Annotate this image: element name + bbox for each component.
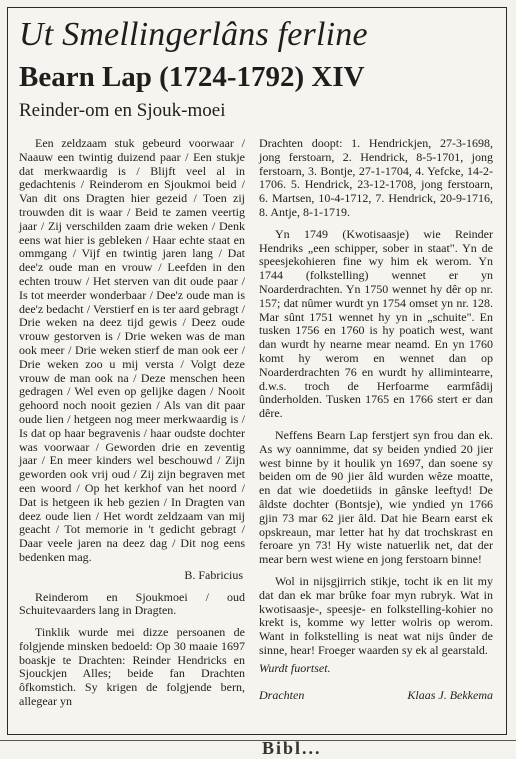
to-be-continued: Wurdt fuortset. — [259, 660, 331, 675]
poem-text: Een zeldzaam stuk gebeurd voorwaar / Naauw een twintig duizend paar / Een stukje dat merkwaardig is / Blijft veel al in gedachtenis / Reinderom en Sjoukmoi beid / Van dit ons Dragten hier gezeid / Toen zij trouwden dit is waar / Beid te zamen veertig jaar / Zij verschilden zaam drie weken / Denk eens wat hier is gebleken / Haar echte staat en ommgang / Vijf en twintig jaren lang / Dat dee'z oude man en vrouw / Leefden in den echten trouw / Het sterven van dit oude paar / Is tot meerder wonderbaar / Dee'z oude man is dee'z bedacht / Verstierf en is ter aard gebragt / Drie weken na deez tijd gewis / Deez oude vrouw gestorven is / Drie weken was de man ook meer / Drie weken stierf de man ook eer / Drie weken zoo u mij versta / Volgt deze vrouw de man ook na / Deze menschen heen gedragen / Wel even op gelijke dagen / Nooit gehoord noch nooit gezien / Als van dit paar oude lien / hetgeen nog meer merkwaardig is / Is dat op haar begravenis / haar oudste dochter was voorwaar / Geworden drie en zeventig jaar / En meer kinders wel beschouwd / Zijn geworden ook vrij oud / Zij zijn begraven met een woord / Op het kerkhof van het noord / Dat is hetgeen ik heb gezien / In Dragten van deez oude lien / Het wordt zeldzaam van mij geacht / Tot memorie in 't gedicht gebragt / Daar veele jaren na deez dag / Dit nog eens bedenken mag. — [19, 136, 245, 564]
left-column — [19, 137, 245, 709]
column-title: Ut Smellingerlâns ferline — [19, 16, 368, 53]
next-article-strip — [0, 738, 516, 758]
body-paragraph: Tinklik wurde mei dizze persoanen de folgjende minsken bedoeld: Op 30 maaie 1697 boaskje te Drachten: Reinder Hendricks en Sjouckjen Alles; beide fan Drachten ôfkomstich. Sy krigen de folgjende bern, allegear yn — [19, 625, 245, 709]
byline — [259, 689, 493, 703]
byline-author: Klaas J. Bekkema — [407, 688, 493, 703]
article-deck: Reinder-om en Sjouk-moei — [19, 100, 226, 121]
analysis-paragraph: Neffens Bearn Lap ferstjert syn frou dan ek. As wy oannimme, dat sy beiden yndied 20 jier west binne by it houlik yn 1697, dan soene sy beiden om de 90 jier âld wurden wêze moatte, en dat wie doedetiids in gânske leeftyd! De âldste dochter (Bontsje), wie yndied yn 1766 gjin 73 mar 62 jier âld. Dat hie Bearn earst ek opskreaun, mar letter hat hy dat trochskrast en feroare yn 73! Hy wiste natuerlik net, dat der mear bern west wiene en jong ferstoarn binne! — [259, 427, 493, 567]
article-title: Bearn Lap (1724-1792) XIV — [19, 61, 365, 93]
next-article-fragment: Bibl... — [262, 738, 322, 758]
poem-author: B. Fabricius — [184, 567, 243, 582]
byline-place: Drachten — [259, 688, 305, 703]
poem-caption: Reinderom en Sjoukmoei / oud Schuitevaarders lang in Dragten. — [19, 589, 245, 618]
records-paragraph: Yn 1749 (Kwotisaasje) wie Reinder Hendriks „een schipper, sober in staat". Yn de speesjekohieren fine wy him ek werom. Yn 1744 (folkstelling) wennet er yn Noarderdrachten. Yn 1750 wennet hy dêr op nr. 157; dat nûmer wurdt yn 1754 omset yn nr. 128. Mar sûnt 1751 wennet hy yn in „schuite". En tusken 1756 en 1760 is hy poatich west, want dan wurdt hy nearne mear neamd. En yn 1760 komt hy werom en wennet dan op Noarderdrachten 76 en wurdt hy allimintearre, d.w.s. troch de Herfoarme earmfâdij ûnderholden. Tusken 1765 en 1766 stert er dan dêre. — [259, 226, 493, 421]
closing-paragraph: Wol in nijsgjirrich stikje, tocht ik en lit my dat dan ek mar brûke foar myn rubryk. Wat in kwotisaasje-, speesje- en folkstelling-kohier no krekt is, komme wy letter wolris op werom. Want in folkstelling is neat wat nijs ûnder de sinne, hear! Froeger waarden sy ek al gearstald. — [259, 573, 493, 657]
right-column — [259, 137, 493, 703]
baptism-list-paragraph: Drachten doopt: 1. Hendrickjen, 27-3-1698, jong ferstoarn, 2. Hendrick, 8-5-1701, jong ferstoarn, 3. Bontje, 27-1-1704, 4. Yefcke, 14-2-1706. 5. Hendrick, 23-12-1708, jong ferstoarn, 6. Martsen, 10-4-1712, 7. Hendrick, 20-9-1716, 8. Antje, 8-1-1719. — [259, 136, 493, 219]
